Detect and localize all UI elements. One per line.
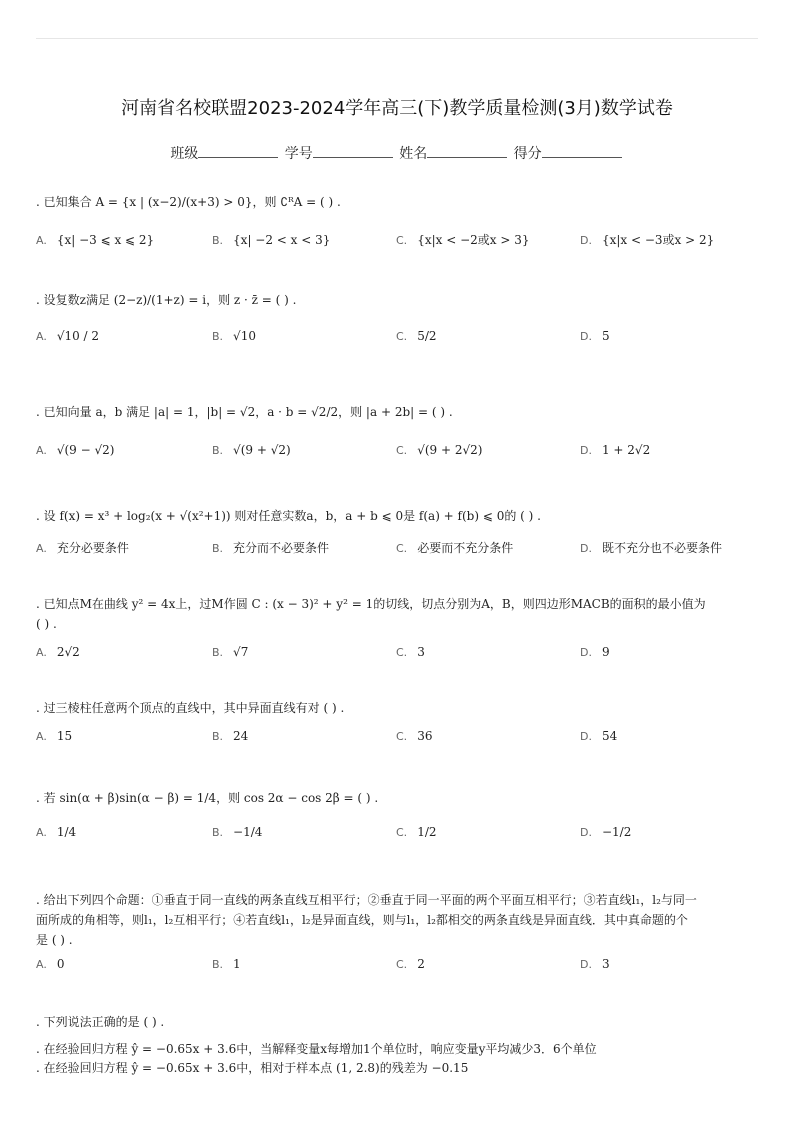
q5-option-b[interactable]: B. √7 xyxy=(212,645,249,659)
question-3-options xyxy=(36,442,758,476)
q9-statement-b[interactable]: . 在经验回归方程 ŷ = −0.65x + 3.6中，相对于样本点 (1, 2.8)的残差为 −0.15 xyxy=(36,1061,469,1075)
question-8-stem-cont2: 是 ( ) . xyxy=(36,933,73,947)
question-2-options xyxy=(36,328,758,362)
q2-option-b[interactable]: B. √10 xyxy=(212,329,256,343)
question-5-stem-cont: ( ) . xyxy=(36,617,57,631)
field-score-blank[interactable] xyxy=(542,145,622,158)
question-8-stem-cont: 面所成的角相等，则l₁，l₂互相平行；④若直线l₁，l₂是异面直线，则与l₁，l₂都相交的两条直线是异面直线．其中真命题的个 xyxy=(36,913,688,927)
q3-option-d[interactable]: D. 1 + 2√2 xyxy=(580,443,651,457)
q4-option-c[interactable]: C. 必要而不充分条件 xyxy=(396,541,514,555)
q7-option-b[interactable]: B. −1/4 xyxy=(212,825,263,839)
q9-statement-a[interactable]: . 在经验回归方程 ŷ = −0.65x + 3.6中，当解释变量x每增加1个单位时，响应变量y平均减少3．6个单位 xyxy=(36,1042,597,1056)
field-name-blank[interactable] xyxy=(427,145,507,158)
q2-option-c[interactable]: C. 5/2 xyxy=(396,329,437,343)
q7-option-a[interactable]: A. 1/4 xyxy=(36,825,77,839)
field-class-label: 班级 xyxy=(170,146,199,162)
q3-option-b[interactable]: B. √(9 + √2) xyxy=(212,443,291,457)
q4-option-b[interactable]: B. 充分而不必要条件 xyxy=(212,541,330,555)
question-1-options xyxy=(36,232,758,266)
question-5-stem: . 已知点M在曲线 y² = 4x上，过M作圆 C : (x − 3)² + y² = 1的切线，切点分别为A，B，则四边形MACB的面积的最小值为 xyxy=(36,597,706,611)
field-name-label: 姓名 xyxy=(399,146,428,162)
q2-option-d[interactable]: D. 5 xyxy=(580,329,610,343)
question-3-stem: . 已知向量 a，b 满足 |a| = 1，|b| = √2，a · b = √2/2，则 |a + 2b| = ( ) . xyxy=(36,405,453,419)
q5-option-d[interactable]: D. 9 xyxy=(580,645,610,659)
q1-option-a[interactable]: A. {x| −3 ⩽ x ⩽ 2} xyxy=(36,233,155,247)
question-4-options xyxy=(36,540,758,574)
q2-option-a[interactable]: A. √10 / 2 xyxy=(36,329,100,343)
q1-option-d[interactable]: D. {x|x < −3或x > 2} xyxy=(580,233,715,247)
question-6-options xyxy=(36,728,758,762)
q6-option-a[interactable]: A. 15 xyxy=(36,729,73,743)
question-4-stem: . 设 f(x) = x³ + log₂(x + √(x²+1)) 则对任意实数a，b，a + b ⩽ 0是 f(a) + f(b) ⩽ 0的 ( ) . xyxy=(36,509,541,523)
question-7-stem: . 若 sin(α + β)sin(α − β) = 1/4，则 cos 2α − cos 2β = ( ) . xyxy=(36,791,379,805)
q4-option-d[interactable]: D. 既不充分也不必要条件 xyxy=(580,541,722,555)
q8-option-d[interactable]: D. 3 xyxy=(580,957,610,971)
q5-option-c[interactable]: C. 3 xyxy=(396,645,425,659)
page-title: 河南省名校联盟2023-2024学年高三(下)教学质量检测(3月)数学试卷 xyxy=(121,98,673,119)
question-9-stem: . 下列说法正确的是 ( ) . xyxy=(36,1015,165,1029)
q7-option-d[interactable]: D. −1/2 xyxy=(580,825,632,839)
question-1-stem: . 已知集合 A = {x | (x−2)/(x+3) > 0}，则 ∁ᴿA = ( ) . xyxy=(36,195,341,209)
question-8-stem: . 给出下列四个命题：①垂直于同一直线的两条直线互相平行；②垂直于同一平面的两个平面互相平行；③若直线l₁，l₂与同一 xyxy=(36,893,697,907)
question-2-stem: . 设复数z满足 (2−z)/(1+z) = i，则 z · z̄ = ( ) . xyxy=(36,293,297,307)
q8-option-a[interactable]: A. 0 xyxy=(36,957,65,971)
question-5-options xyxy=(36,644,758,678)
top-divider xyxy=(36,38,758,39)
q8-option-b[interactable]: B. 1 xyxy=(212,957,241,971)
q1-option-b[interactable]: B. {x| −2 < x < 3} xyxy=(212,233,331,247)
student-info-line xyxy=(0,143,794,163)
q4-option-a[interactable]: A. 充分必要条件 xyxy=(36,541,129,555)
question-7-options xyxy=(36,824,758,858)
q5-option-a[interactable]: A. 2√2 xyxy=(36,645,80,659)
q3-option-a[interactable]: A. √(9 − √2) xyxy=(36,443,115,457)
field-score-label: 得分 xyxy=(513,146,542,162)
q7-option-c[interactable]: C. 1/2 xyxy=(396,825,437,839)
field-class-blank[interactable] xyxy=(198,145,278,158)
field-id-label: 学号 xyxy=(284,146,313,162)
q6-option-c[interactable]: C. 36 xyxy=(396,729,433,743)
question-6-stem: . 过三棱柱任意两个顶点的直线中，其中异面直线有对 ( ) . xyxy=(36,701,345,715)
q6-option-d[interactable]: D. 54 xyxy=(580,729,618,743)
q1-option-c[interactable]: C. {x|x < −2或x > 3} xyxy=(396,233,530,247)
q3-option-c[interactable]: C. √(9 + 2√2) xyxy=(396,443,483,457)
question-8-options xyxy=(36,956,758,990)
q6-option-b[interactable]: B. 24 xyxy=(212,729,249,743)
q8-option-c[interactable]: C. 2 xyxy=(396,957,425,971)
field-id-blank[interactable] xyxy=(313,145,393,158)
